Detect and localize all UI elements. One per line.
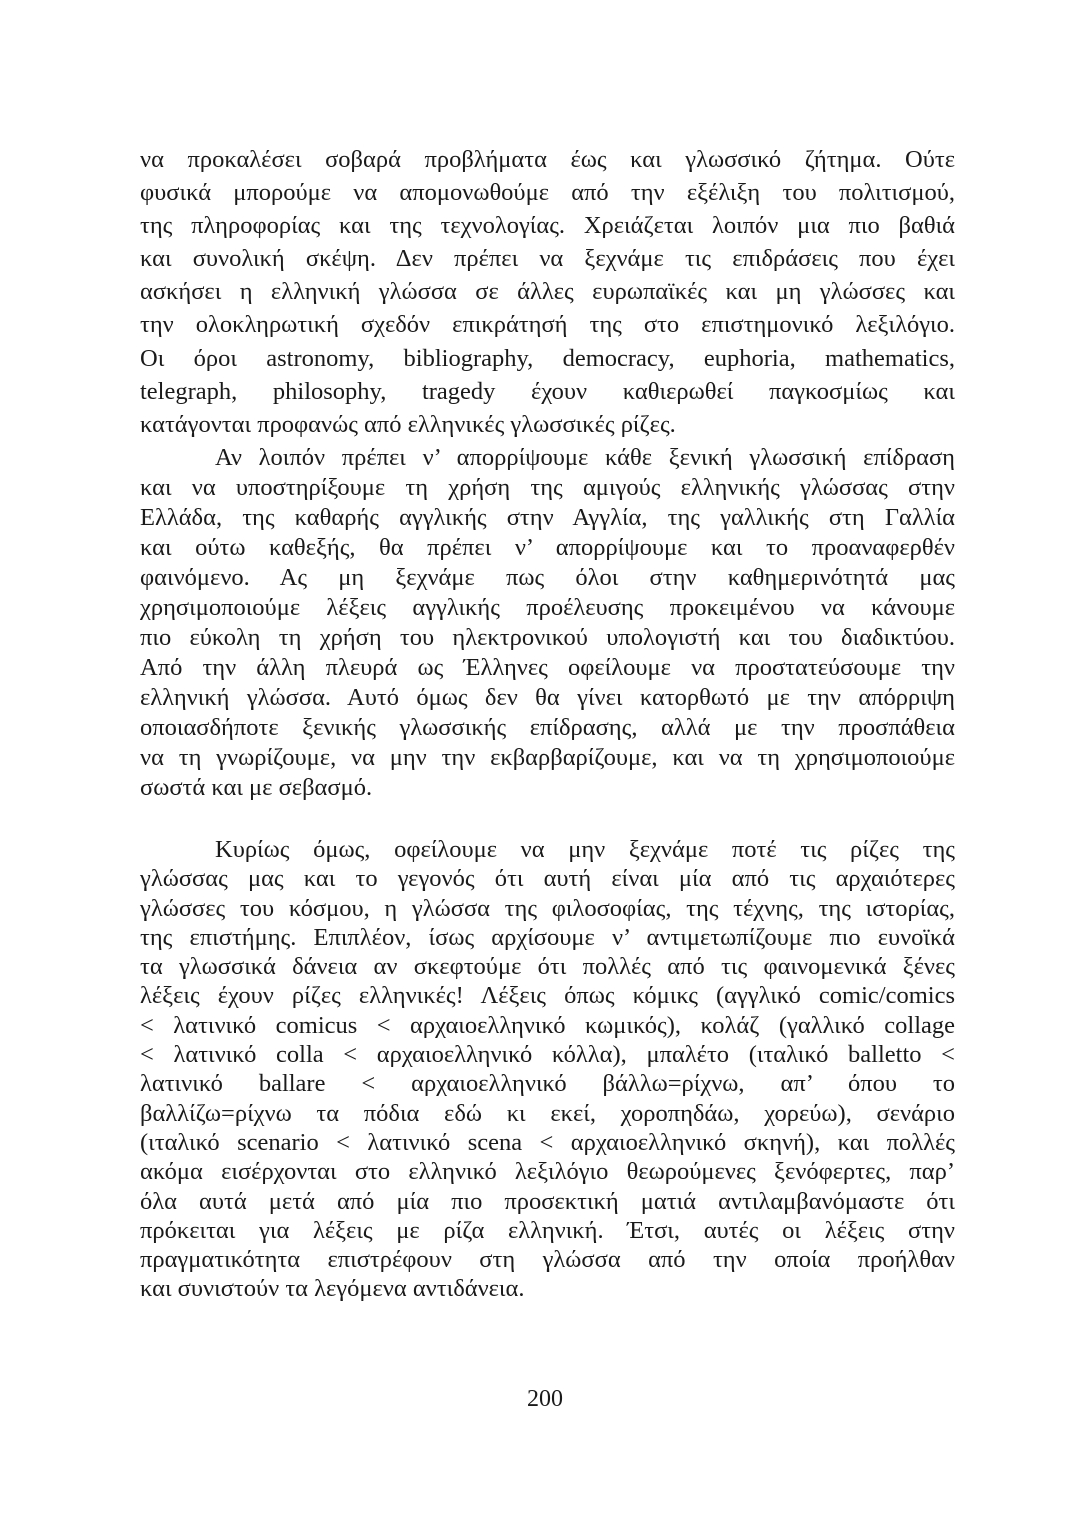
text-line: σωστά και με σεβασμό. <box>140 774 373 801</box>
text-line: ακόμα εισέρχονται στο ελληνικό λεξιλόγιο θεωρούμενες ξενόφερτες, παρ’ <box>140 1158 955 1186</box>
text-line: Ελλάδα, της καθαρής αγγλικής στην Αγγλία, της γαλλικής στη Γαλλία <box>140 504 955 531</box>
text-line: να προκαλέσει σοβαρά προβλήματα έως και γλωσσικό ζήτημα. Ούτε <box>140 146 955 173</box>
text-line: και συνιστούν τα λεγόμενα αντιδάνεια. <box>140 1275 525 1303</box>
text-line: γλώσσας μας και το γεγονός ότι αυτή είναι μία από τις αρχαιότερες <box>140 865 955 893</box>
paragraph-3 <box>140 835 955 1304</box>
text-line: τα γλωσσικά δάνεια αν σκεφτούμε ότι πολλές από τις φαινομενικά ξένες <box>140 953 955 981</box>
text-line: της πληροφορίας και της τεχνολογίας. Χρειάζεται λοιπόν μια πιο βαθιά <box>140 212 955 240</box>
text-line: < λατινικό colla < αρχαιοελληνικό κόλλα), μπαλέτο (ιταλικό balletto < <box>140 1041 955 1069</box>
text-line: της επιστήμης. Επιπλέον, ίσως αρχίσουμε ν’ αντιμετωπίζουμε πιο ευνοϊκά <box>140 923 955 951</box>
text-line: < λατινικό comicus < αρχαιοελληνικό κωμικός), κολάζ (γαλλικό collage <box>140 1011 955 1039</box>
text-line: Οι όροι astronomy, bibliography, democracy, euphoria, mathematics, <box>140 344 955 372</box>
text-line: Αν λοιπόν πρέπει ν’ απορρίψουμε κάθε ξενική γλωσσική επίδραση <box>215 444 955 471</box>
page-number: 200 <box>527 1386 563 1412</box>
text-line: πιο εύκολη τη χρήση του ηλεκτρονικού υπολογιστή και του διαδικτύου. <box>140 624 955 651</box>
text-line: κατάγονται προφανώς από ελληνικές γλωσσικές ρίζες. <box>140 410 676 438</box>
text-line: όλα αυτά μετά από μία πιο προσεκτική ματιά αντιλαμβανόμαστε ότι <box>140 1187 955 1215</box>
text-line: ελληνική γλώσσα. Αυτό όμως δεν θα γίνει κατορθωτό με την απόρριψη <box>140 684 955 711</box>
text-line: telegraph, philosophy, tragedy έχουν καθιερωθεί παγκοσμίως και <box>140 377 955 405</box>
text-line: την ολοκληρωτική σχεδόν επικράτησή της στο επιστημονικό λεξιλόγιο. <box>140 311 955 339</box>
text-line: λέξεις έχουν ρίζες ελληνικές! Λέξεις όπως κόμικς (αγγλικό comic/comics <box>140 982 955 1010</box>
text-line: βαλλίζω=ρίχνω τα πόδια εδώ κι εκεί, χοροπηδάω, χορεύω), σενάριο <box>140 1099 955 1127</box>
text-line: χρησιμοποιούμε λέξεις αγγλικής προέλευσης προκειμένου να κάνουμε <box>140 594 955 621</box>
text-line: Κυρίως όμως, οφείλουμε να μην ξεχνάμε ποτέ τις ρίζες της <box>215 836 955 863</box>
text-line: λατινικό ballare < αρχαιοελληνικό βάλλω=ρίχνω, απ’ όπου το <box>140 1070 955 1098</box>
text-line: να τη γνωρίζουμε, να μην την εκβαρβαρίζουμε, και να τη χρησιμοποιούμε <box>140 744 955 771</box>
text-line: φαινόμενο. Ας μη ξεχνάμε πως όλοι στην καθημερινότητά μας <box>140 564 955 591</box>
text-line: (ιταλικό scenario < λατινικό scena < αρχαιοελληνικό σκηνή), και πολλές <box>140 1128 955 1156</box>
text-line: πρόκειται για λέξεις με ρίζα ελληνική. Έτσι, αυτές οι λέξεις στην <box>140 1216 955 1244</box>
paragraph-2 <box>140 443 955 803</box>
text-line: Από την άλλη πλευρά ως Έλληνες οφείλουμε να προστατεύσουμε την <box>140 654 955 681</box>
text-line: και συνολική σκέψη. Δεν πρέπει να ξεχνάμε τις επιδράσεις που έχει <box>140 245 955 273</box>
text-line: και να υποστηρίξουμε τη χρήση της αμιγούς ελληνικής γλώσσας στην <box>140 474 955 501</box>
text-line: ασκήσει η ελληνική γλώσσα σε άλλες ευρωπαϊκές και μη γλώσσες και <box>140 278 955 306</box>
text-line: γλώσσες του κόσμου, η γλώσσα της φιλοσοφίας, της τέχνης, της ιστορίας, <box>140 894 955 922</box>
paragraph-1 <box>140 143 955 441</box>
text-line: οποιασδήποτε ξενικής γλωσσικής επίδρασης, αλλά με την προσπάθεια <box>140 714 955 741</box>
text-line: και ούτω καθεξής, θα πρέπει ν’ απορρίψουμε και το προαναφερθέν <box>140 534 955 561</box>
text-line: φυσικά μπορούμε να απομονωθούμε από την εξέλιξη του πολιτισμού, <box>140 179 955 207</box>
text-line: πραγματικότητα επιστρέφουν στη γλώσσα από την οποία προήλθαν <box>140 1246 955 1274</box>
